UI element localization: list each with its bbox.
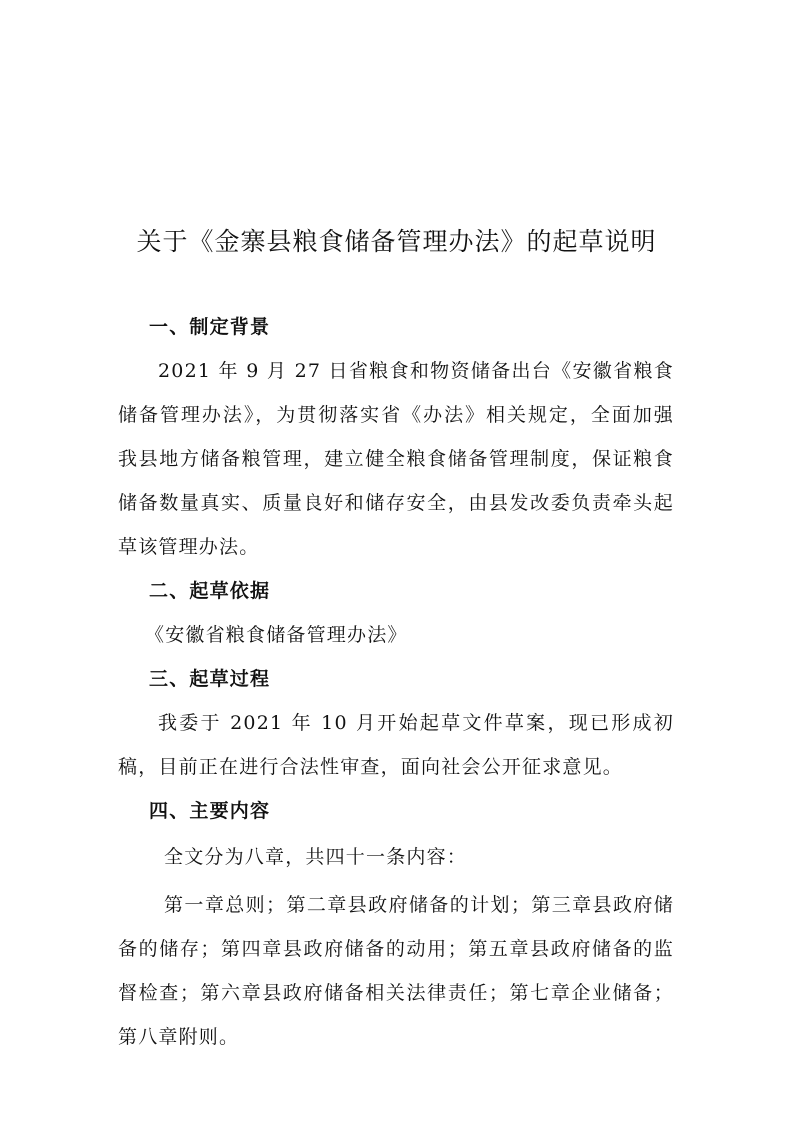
section-paragraph: 全文分为八章，共四十一条内容：	[164, 846, 468, 868]
section-paragraph: 第一章总则；第二章县政府储备的计划；第三章县政府储备的储存；第四章县政府储备的动用；第五章县政府储备的监督检查；第六章县政府储备相关法律责任；第七章企业储备；第八章附则。	[118, 894, 674, 1048]
section-basis	[118, 569, 674, 657]
section-heading: 三、起草过程	[149, 668, 271, 690]
section-heading: 四、主要内容	[149, 800, 271, 822]
document-body	[118, 305, 674, 1059]
section-heading: 二、起草依据	[149, 580, 271, 602]
section-paragraph: 我委于 2021 年 10 月开始起草文件草案，现已形成初稿，目前正在进行合法性审查，面向社会公开征求意见。	[118, 712, 674, 778]
section-process	[118, 657, 674, 789]
section-main-content	[118, 789, 674, 1059]
section-background	[118, 305, 674, 569]
section-paragraph: 2021 年 9 月 27 日省粮食和物资储备出台《安徽省粮食储备管理办法》，为贯彻落实省《办法》相关规定，全面加强我县地方储备粮管理，建立健全粮食储备管理制度，保证粮食储备数量真实、质量良好和储存安全，由县发改委负责牵头起草该管理办法。	[118, 360, 674, 558]
section-heading: 一、制定背景	[149, 316, 271, 338]
section-paragraph: 《安徽省粮食储备管理办法》	[145, 624, 408, 646]
document-title: 关于《金寨县粮食储备管理办法》的起草说明	[136, 227, 657, 256]
